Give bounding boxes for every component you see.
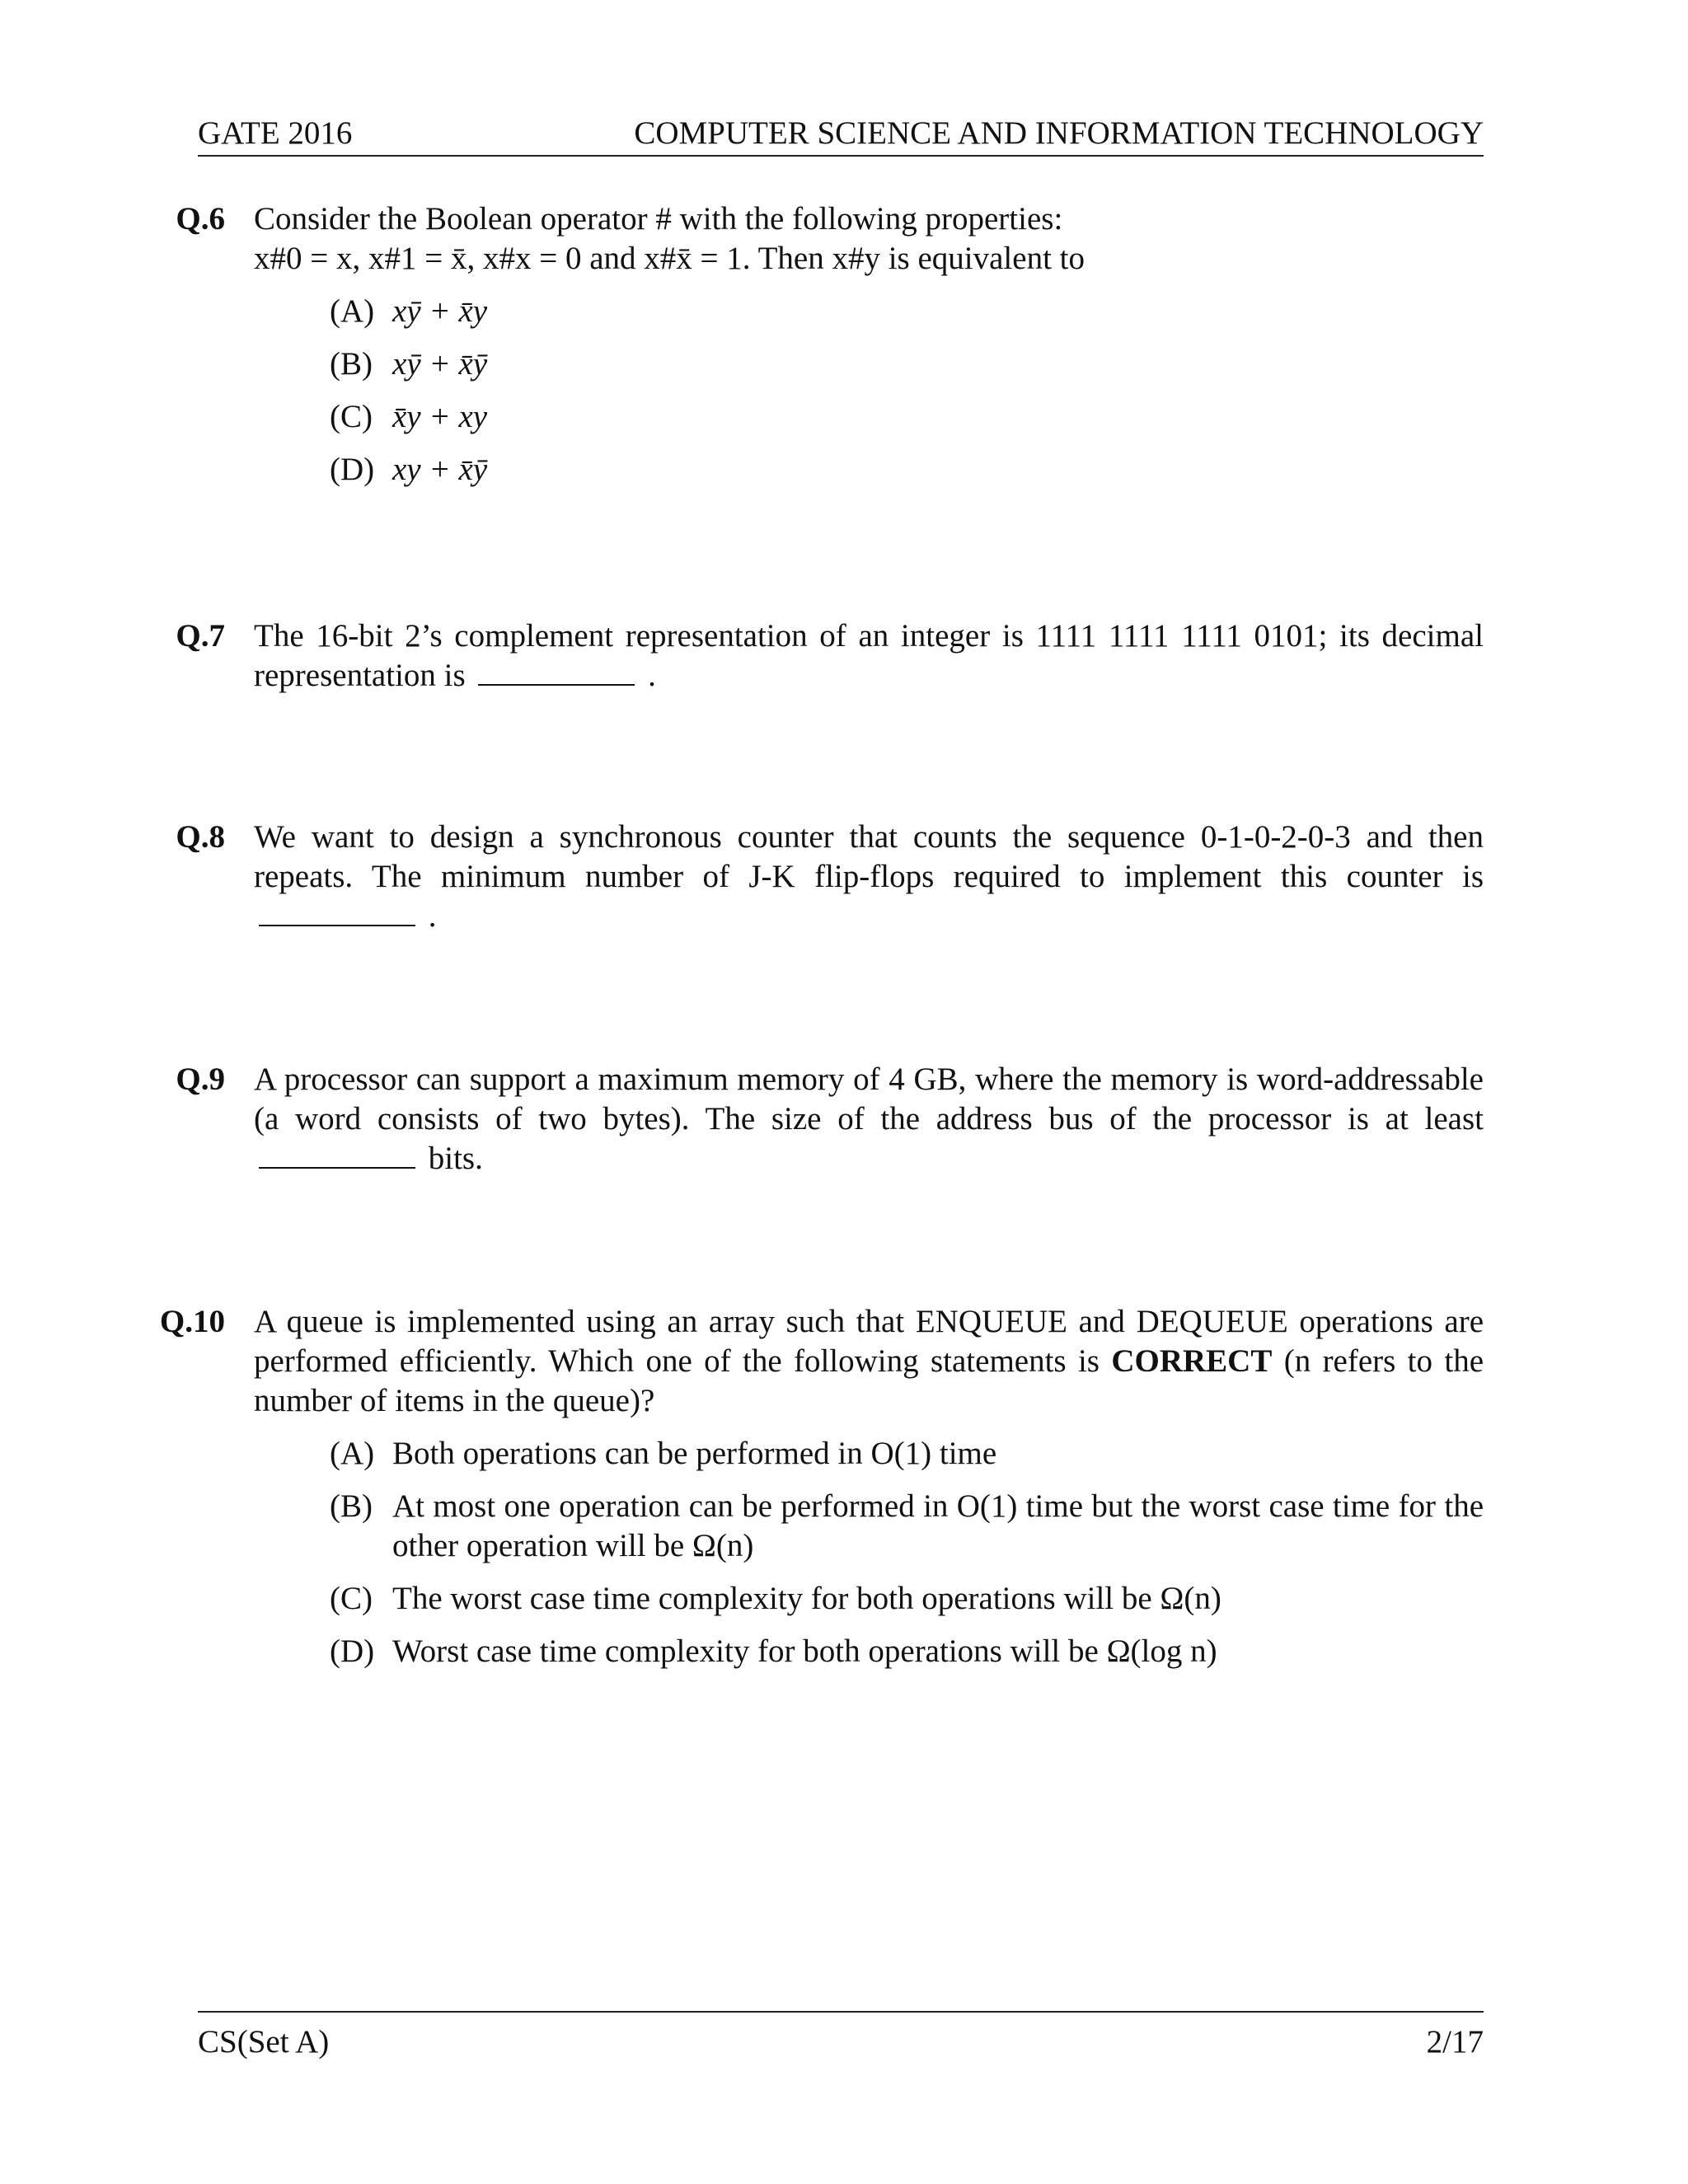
question-body	[254, 616, 1484, 696]
option-label: (A)	[330, 1436, 375, 1471]
question-body	[254, 818, 1484, 936]
option-label: (A)	[330, 293, 375, 329]
question-body	[254, 1060, 1484, 1179]
subject-title: COMPUTER SCIENCE AND INFORMATION TECHNOLOGY	[634, 115, 1484, 151]
option-text: xȳ + x̄y	[392, 293, 488, 329]
question-body	[254, 199, 1484, 503]
option-text: x̄y + xy	[392, 399, 488, 434]
question-number: Q.8	[176, 819, 225, 855]
option-label: (D)	[330, 1633, 375, 1669]
page-footer	[198, 2011, 1484, 2062]
dequeue-term: DEQUEUE	[1136, 1304, 1288, 1339]
question-text-end: bits.	[428, 1141, 483, 1176]
page-header	[198, 114, 1484, 157]
question-text-part: and	[1078, 1304, 1125, 1339]
question-number: Q.7	[176, 618, 225, 654]
question-text-end: .	[648, 658, 656, 693]
answer-blank	[478, 659, 635, 686]
question-text	[254, 1060, 1484, 1179]
question-text	[254, 818, 1484, 936]
question-number: Q.6	[176, 201, 225, 237]
answer-blank	[259, 1142, 415, 1169]
page-number: 2/17	[1426, 2024, 1484, 2060]
option-b	[330, 344, 1484, 384]
question-text-part: operations are performed efficiently. Which one of the following statements is	[254, 1304, 1484, 1379]
question-text-part: (n refers to the number of items in the queue)?	[254, 1343, 1484, 1418]
question-body	[254, 1302, 1484, 1685]
enqueue-term: ENQUEUE	[915, 1304, 1067, 1339]
option-text: Worst case time complexity for both operations will be Ω(log n)	[392, 1633, 1217, 1669]
question-text-end: .	[428, 898, 437, 934]
options-list	[330, 292, 1484, 490]
correct-emphasis: CORRECT	[1111, 1343, 1273, 1379]
option-text: xy + x̄ȳ	[392, 452, 488, 487]
question-text-main: A processor can support a maximum memory of 4 GB, where the memory is word-addressable (a word consists of two bytes). The size of the address bus of the processor is at least	[254, 1062, 1484, 1137]
option-d	[330, 450, 1484, 490]
option-b	[330, 1487, 1484, 1566]
options-list	[330, 1434, 1484, 1671]
question-text-main: The 16-bit 2’s complement representation of an integer is 1111 1111 1111 0101; its decimal representation is	[254, 618, 1484, 693]
question-text	[254, 616, 1484, 696]
option-c	[330, 397, 1484, 437]
option-a	[330, 1434, 1484, 1474]
question-text	[254, 1302, 1484, 1421]
option-label: (B)	[330, 1488, 373, 1524]
question-text-main: We want to design a synchronous counter that counts the sequence 0-1-0-2-0-3 and then repeats. The minimum number of J-K flip-flops required to implement this counter is	[254, 819, 1484, 894]
question-text-part: A queue is implemented using an array such that	[254, 1304, 905, 1339]
option-label: (B)	[330, 346, 373, 382]
option-text: At most one operation can be performed in O(1) time but the worst case time for the other operation will be Ω(n)	[392, 1488, 1484, 1563]
option-label: (C)	[330, 399, 373, 434]
set-label: CS(Set A)	[198, 2024, 330, 2060]
option-text: xȳ + x̄ȳ	[392, 346, 488, 382]
question-text: Consider the Boolean operator # with the following properties:	[254, 201, 1063, 237]
exam-title: GATE 2016	[198, 115, 353, 151]
option-text: The worst case time complexity for both operations will be Ω(n)	[392, 1581, 1221, 1616]
option-c	[330, 1579, 1484, 1619]
option-label: (C)	[330, 1581, 373, 1616]
question-number: Q.9	[176, 1062, 225, 1097]
option-text: Both operations can be performed in O(1) time	[392, 1436, 997, 1471]
question-text: x#0 = x, x#1 = x̄, x#x = 0 and x#x̄ = 1. Then x#y is equivalent to	[254, 241, 1085, 276]
option-a	[330, 292, 1484, 331]
question-number: Q.10	[159, 1304, 225, 1339]
option-d	[330, 1632, 1484, 1671]
answer-blank	[259, 900, 415, 926]
option-label: (D)	[330, 452, 375, 487]
